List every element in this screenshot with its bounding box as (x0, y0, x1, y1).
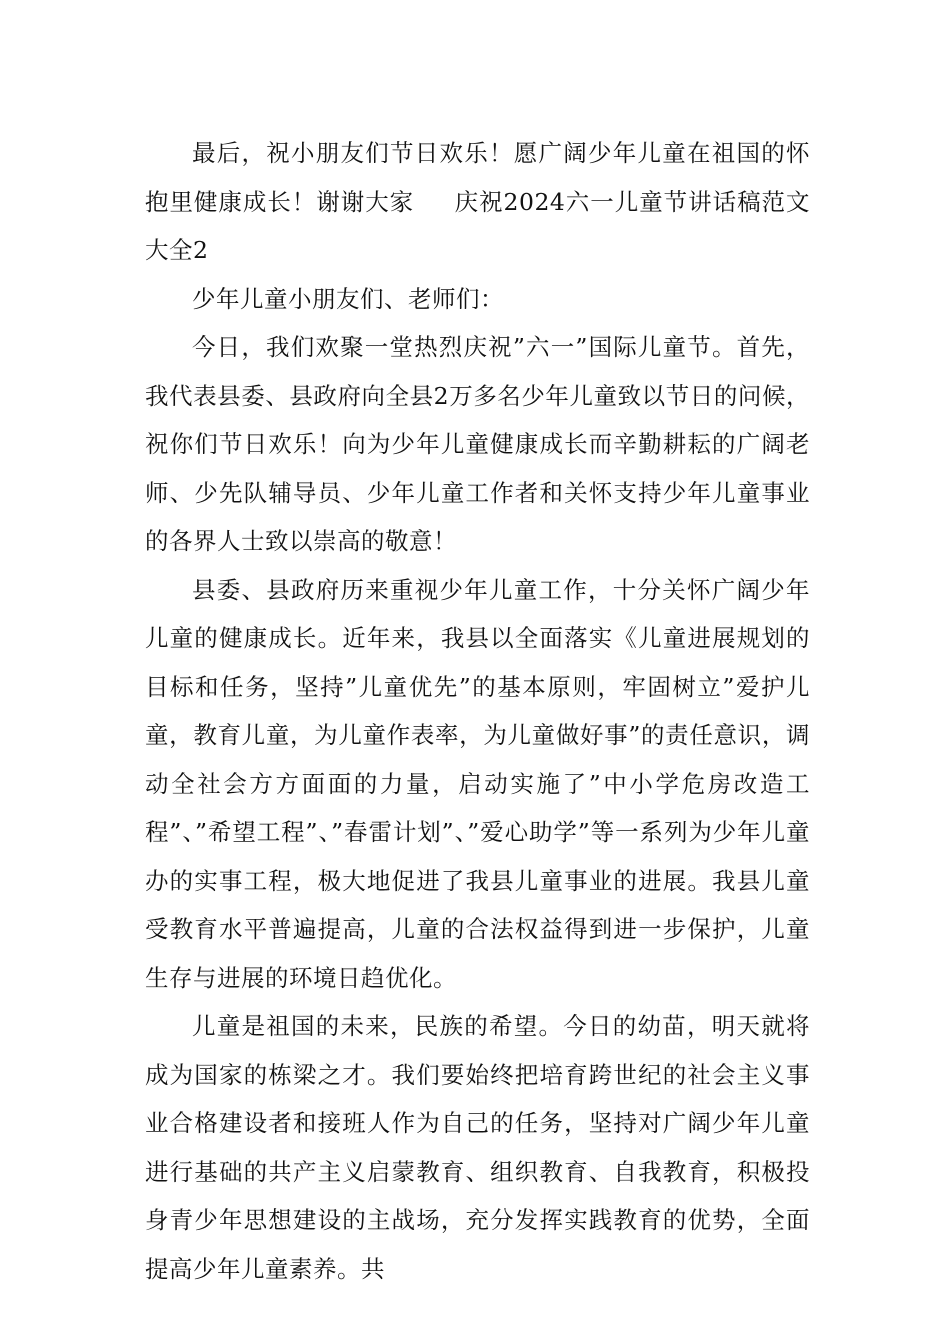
paragraph-3: 儿童是祖国的未来，民族的希望。今日的幼苗，明天就将成为国家的栋梁之才。我们要始终把培育跨世纪的社会主义事业合格建设者和接班人作为自己的任务，坚持对广阔少年儿童进行基础的共产主义启蒙教育、组织教育、自我教育，积极投身青少年思想建设的主战场，充分发挥实践教育的优势，全面提高少年儿童素养。共 (145, 1012, 810, 1283)
paragraph-1: 今日，我们欢聚一堂热烈庆祝”六一”国际儿童节。首先，我代表县委、县政府向全县2万多名少年儿童致以节日的问候，祝你们节日欢乐！向为少年儿童健康成长而辛勤耕耘的广阔老师、少先队辅导员、少年儿童工作者和关怀支持少年儿童事业的各界人士致以崇高的敬意！ (145, 333, 810, 555)
section-title: 庆祝2024六一儿童节讲话稿范文大全2 (145, 187, 811, 264)
document-body (145, 129, 810, 1293)
paragraph-greeting: 少年儿童小朋友们、老师们： (192, 284, 504, 313)
paragraph-closing (145, 129, 810, 275)
paragraph-2: 县委、县政府历来重视少年儿童工作，十分关怀广阔少年儿童的健康成长。近年来，我县以全面落实《儿童进展规划的目标和任务，坚持”儿童优先”的基本原则，牢固树立”爱护儿童，教育儿童，为儿童作表率，为儿童做好事”的责任意识，调动全社会方方面面的力量，启动实施了”中小学危房改造工程”、”希望工程”、”春雷计划”、”爱心助学”等一系列为少年儿童办的实事工程，极大地促进了我县儿童事业的进展。我县儿童受教育水平普遍提高，儿童的合法权益得到进一步保护，儿童生存与进展的环境日趋优化。 (145, 575, 810, 992)
closing-text: 最后，祝小朋友们节日欢乐！愿广阔少年儿童在祖国的怀抱里健康成长！谢谢大家 (145, 139, 810, 216)
